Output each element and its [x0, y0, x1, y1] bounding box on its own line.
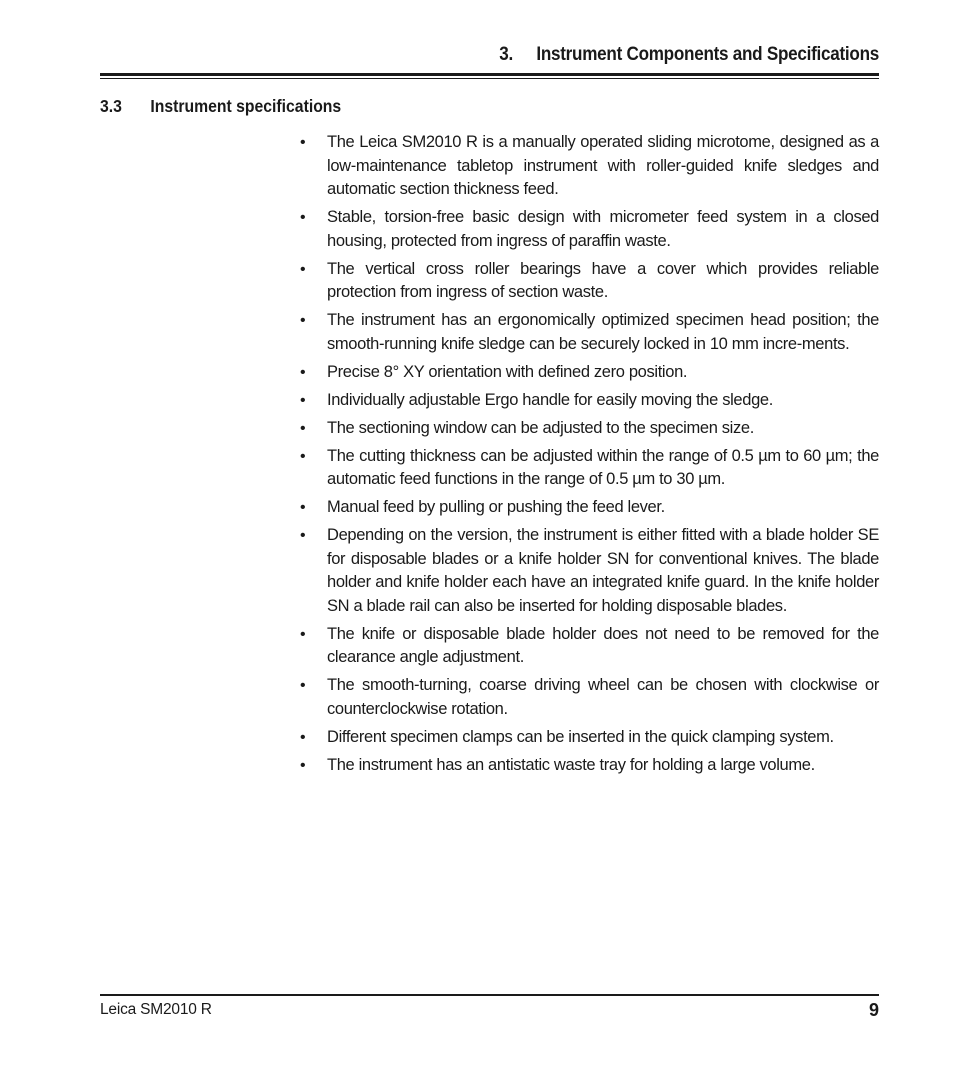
header-rule-thin — [100, 78, 879, 79]
list-item-text: The vertical cross roller bearings have a cover which provides reliable protection from ingress of section waste. — [327, 259, 879, 301]
list-item-text: The cutting thickness can be adjusted within the range of 0.5 µm to 60 µm; the automatic feed functions in the range of 0.5 µm to 30 µm. — [327, 446, 879, 488]
list-item — [300, 389, 879, 413]
list-item — [300, 206, 879, 253]
bullet-icon: • — [300, 447, 306, 465]
footer-product-name: Leica SM2010 R — [100, 1001, 212, 1018]
bullet-icon: • — [300, 499, 306, 516]
list-item-text: Depending on the version, the instrument is either fitted with a blade holder SE for disposable blades or a knife holder SN for conventional knives. The blade holder and knife holder each have an integrated knife guard. In the knife holder SN a blade rail can also be inserted for holding disposable blades. — [327, 526, 879, 615]
page-number: 9 — [868, 1000, 879, 1020]
list-item — [300, 674, 879, 721]
section-number: 3.3 — [100, 96, 122, 116]
list-item — [300, 445, 879, 492]
list-item — [300, 258, 879, 305]
list-item — [300, 754, 879, 778]
list-item-text: The sectioning window can be adjusted to the specimen size. — [327, 418, 754, 437]
bullet-icon: • — [300, 527, 306, 544]
chapter-title: Instrument Components and Specifications — [536, 44, 879, 65]
chapter-header — [178, 44, 879, 66]
chapter-number: 3. — [499, 44, 513, 65]
list-item-text: The Leica SM2010 R is a manually operated sliding microtome, designed as a low-maintenance tabletop instrument with roller-guided knife sledges and automatic section thickness feed. — [327, 133, 879, 198]
list-item — [300, 623, 879, 670]
list-item-text: The knife or disposable blade holder does not need to be removed for the clearance angle adjustment. — [327, 624, 879, 666]
list-item — [300, 309, 879, 356]
list-item-text: Different specimen clamps can be inserted in the quick clamping system. — [327, 727, 834, 746]
section-title: Instrument specifications — [150, 96, 342, 116]
bullet-icon: • — [300, 260, 306, 278]
bullet-icon: • — [300, 134, 306, 151]
list-item — [300, 524, 879, 618]
bullet-icon: • — [300, 391, 306, 409]
bullet-icon: • — [300, 677, 306, 694]
bullet-icon: • — [300, 625, 306, 643]
list-item — [300, 361, 879, 385]
list-item-text: Individually adjustable Ergo handle for easily moving the sledge. — [327, 390, 773, 409]
list-item — [300, 496, 879, 520]
bullet-icon: • — [300, 728, 306, 746]
bullet-icon: • — [300, 419, 306, 437]
section-heading — [100, 96, 341, 117]
list-item-text: Manual feed by pulling or pushing the feed lever. — [327, 498, 665, 516]
list-item — [300, 726, 879, 750]
list-item-text: The instrument has an ergonomically optimized specimen head position; the smooth-running knife sledge can be securely locked in 10 mm incre-ments. — [327, 311, 879, 353]
bullet-icon: • — [300, 209, 306, 226]
list-item — [300, 131, 879, 202]
list-item-text: The instrument has an antistatic waste tray for holding a large volume. — [327, 755, 815, 774]
list-item-text: Stable, torsion-free basic design with micrometer feed system in a closed housing, protected from ingress of paraffin waste. — [327, 208, 879, 250]
specifications-list — [300, 131, 879, 782]
bullet-icon: • — [300, 363, 306, 381]
bullet-icon: • — [300, 756, 306, 774]
footer-rule — [100, 994, 879, 996]
list-item-text: Precise 8° XY orientation with defined zero position. — [327, 362, 688, 381]
list-item — [300, 417, 879, 441]
list-item-text: The smooth-turning, coarse driving wheel can be chosen with clockwise or counterclockwise rotation. — [327, 676, 879, 718]
bullet-icon: • — [300, 312, 306, 329]
header-rule-thick — [100, 73, 879, 76]
